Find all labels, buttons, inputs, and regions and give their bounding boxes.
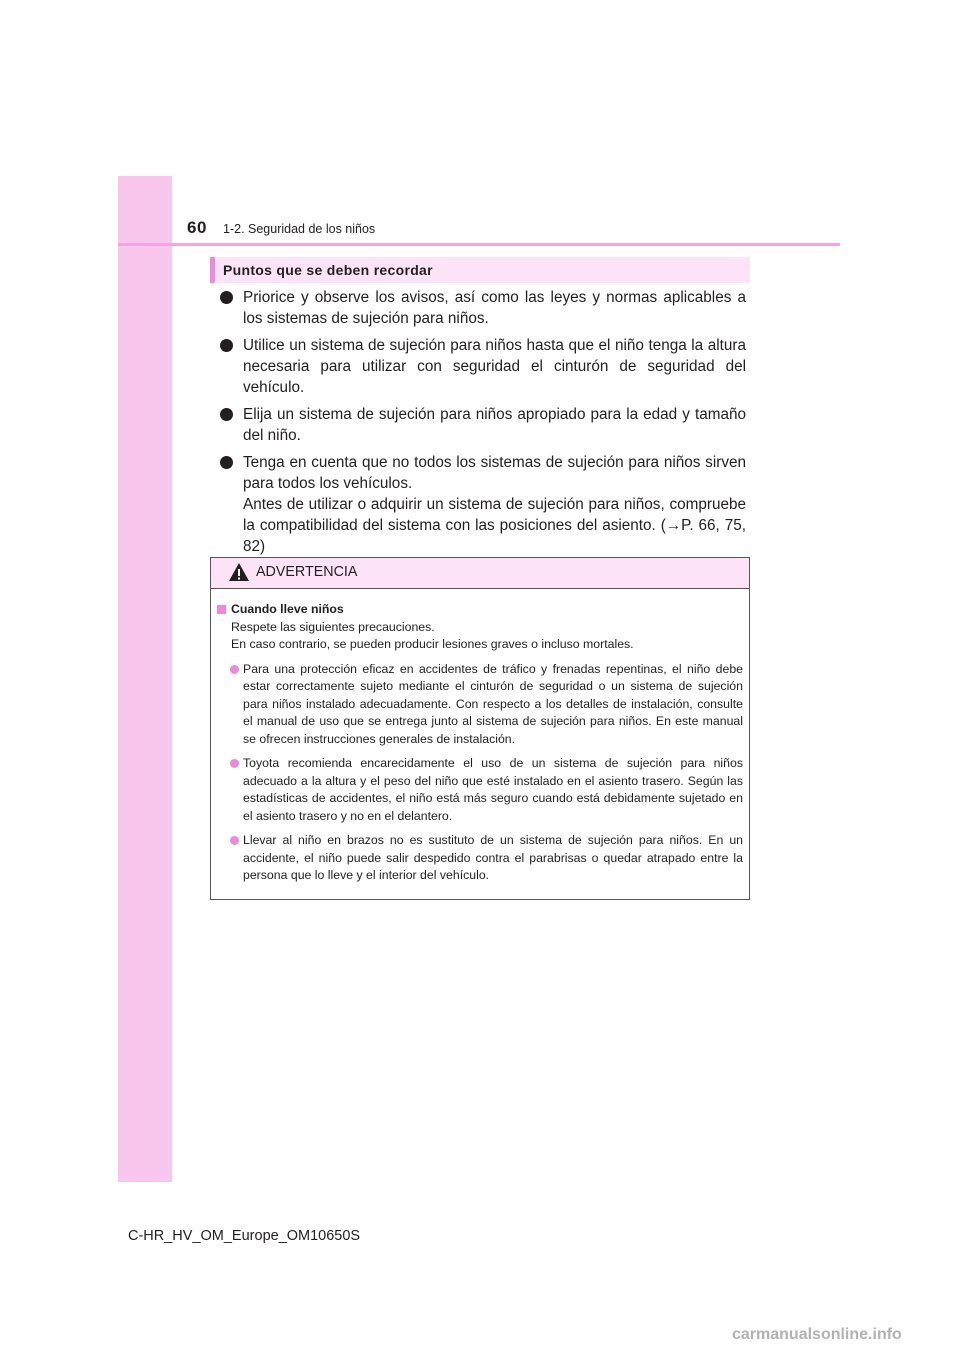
square-marker-icon — [217, 605, 226, 614]
bullet-text: Tenga en cuenta que no todos los sistemas de sujeción para niños sirven para todos los vehículos. — [243, 454, 746, 492]
bullet-text: Elija un sistema de sujeción para niños apropiado para la edad y tamaño del niño. — [243, 406, 746, 444]
warning-title: ADVERTENCIA — [256, 564, 358, 580]
bullet-list — [216, 287, 746, 563]
bullet-dot-icon — [220, 339, 233, 352]
bullet-dot-icon — [220, 408, 233, 421]
warning-triangle-icon — [228, 562, 250, 582]
list-item — [216, 335, 746, 398]
warning-item — [217, 832, 743, 885]
header-divider — [118, 243, 840, 246]
side-tab-strip — [118, 176, 172, 1182]
bullet-dot-icon — [230, 665, 239, 674]
warning-box — [210, 557, 750, 900]
document-code: C-HR_HV_OM_Europe_OM10650S — [128, 1228, 361, 1244]
watermark: carmanualsonline.info — [732, 1326, 902, 1343]
heading-accent — [210, 257, 215, 283]
warning-subheading — [217, 601, 743, 619]
bullet-dot-icon — [230, 759, 239, 768]
warning-item-text: Llevar al niño en brazos no es sustituto de un sistema de sujeción para niños. En un accidente, el niño puede salir despedido contra el parabrisas o quedar atrapado entre la persona que lo lleve y el interior del vehículo. — [243, 833, 743, 882]
list-item — [216, 452, 746, 557]
bullet-dot-icon — [220, 456, 233, 469]
bullet-text-continued: Antes de utilizar o adquirir un sistema de sujeción para niños, compruebe la compatibilidad del sistema con las posiciones del asiento. (→P. 66, 75, 82) — [243, 496, 746, 555]
warning-item — [217, 755, 743, 825]
list-item — [216, 404, 746, 446]
page-number: 60 — [187, 218, 207, 237]
topic-heading-bar — [210, 257, 750, 283]
bullet-dot-icon — [220, 291, 233, 304]
list-item — [216, 287, 746, 329]
warning-item — [217, 661, 743, 749]
warning-intro-line: Respete las siguientes precauciones. — [231, 619, 435, 634]
warning-intro-line: En caso contrario, se pueden producir lesiones graves o incluso mortales. — [231, 637, 634, 651]
bullet-text: Utilice un sistema de sujeción para niños hasta que el niño tenga la altura necesaria para utilizar con seguridad el cinturón de seguridad del vehículo. — [243, 337, 746, 396]
warning-body — [211, 589, 749, 885]
topic-heading: Puntos que se deben recordar — [223, 262, 433, 278]
warning-item-text: Para una protección eficaz en accidentes de tráfico y frenadas repentinas, el niño debe estar correctamente sujeto mediante el cinturón de seguridad o un sistema de sujeción para niños instalado adecuadamente. Con respecto a los detalles de instalación, consulte el manual de uso que se entrega junto al sistema de sujeción para niños. En este manual se ofrecen instrucciones generales de instalación. — [243, 661, 743, 746]
subheading-text: Cuando lleve niños — [231, 602, 344, 616]
warning-title-bar — [211, 558, 749, 589]
warning-item-text: Toyota recomienda encarecidamente el uso de un sistema de sujeción para niños adecuado a la altura y el peso del niño que esté instalado en el asiento trasero. Según las estadísticas de accidentes, el niño está más seguro cuando está debidamente sujetado en el asiento trasero y no en el delantero. — [243, 756, 743, 823]
bullet-dot-icon — [230, 836, 239, 845]
bullet-text: Priorice y observe los avisos, así como las leyes y normas aplicables a los sistemas de sujeción para niños. — [243, 289, 746, 327]
section-header: 1-2. Seguridad de los niños — [223, 222, 376, 236]
